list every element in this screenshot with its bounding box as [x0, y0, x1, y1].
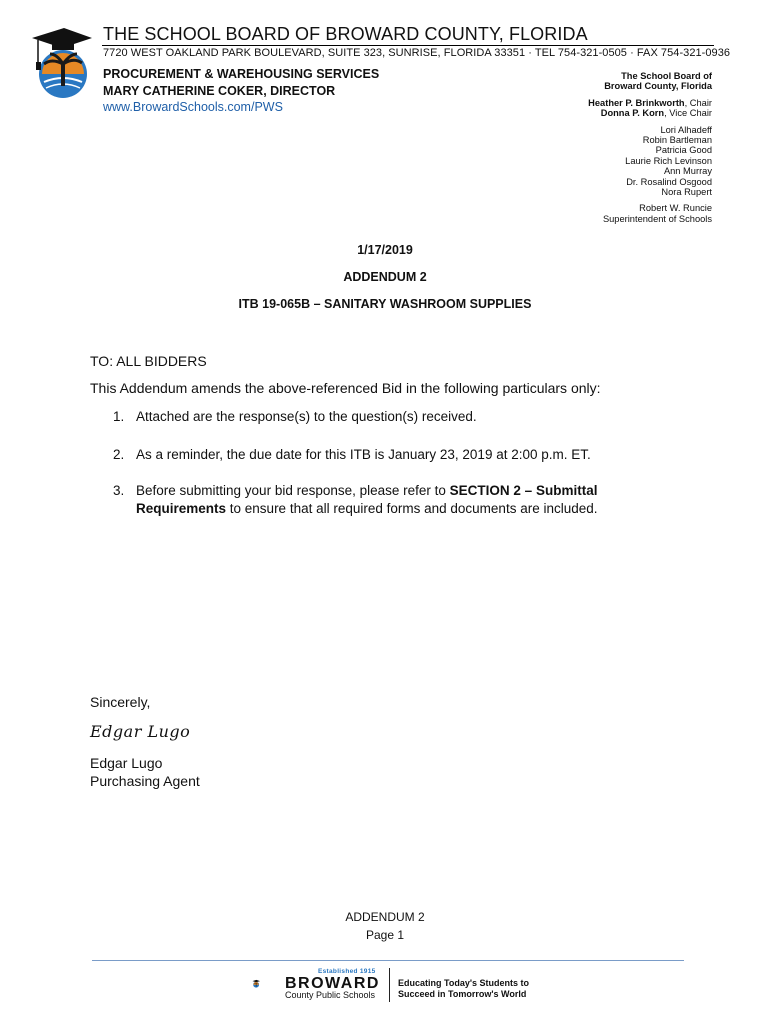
- list-item-number: 3.: [113, 483, 125, 498]
- board-member: Robin Bartleman: [642, 135, 712, 146]
- footer-divider: [92, 960, 684, 961]
- director-name: MARY CATHERINE COKER, DIRECTOR: [103, 84, 336, 98]
- page-number: Page 1: [365, 928, 405, 942]
- vice-chair-name: Donna P. Korn: [600, 108, 665, 119]
- superintendent-name: Robert W. Runcie: [639, 203, 712, 214]
- board-member: Dr. Rosalind Osgood: [626, 176, 712, 187]
- school-board-logo: [30, 24, 92, 104]
- board-members-list: [588, 71, 712, 224]
- tagline-line2: Succeed in Tomorrow's World: [398, 989, 527, 999]
- board-member: Nora Rupert: [661, 187, 712, 198]
- department-block: [103, 66, 379, 100]
- handwritten-signature: Edgar Lugo: [90, 722, 191, 741]
- list-item-text: [136, 482, 681, 518]
- closing: Sincerely,: [90, 694, 151, 710]
- footer-addendum: ADDENDUM 2: [345, 910, 425, 924]
- board-heading-line2: Broward County, Florida: [604, 81, 712, 92]
- board-heading-line1: The School Board of: [621, 71, 712, 81]
- list-item-text: Attached are the response(s) to the question(s) received.: [136, 409, 477, 424]
- document-date: 1/17/2019: [357, 243, 413, 257]
- chair-name: Heather P. Brinkworth: [588, 97, 685, 108]
- board-vice-chair: [588, 108, 712, 118]
- signer-block: [90, 754, 200, 790]
- page-footer: [0, 908, 770, 944]
- broward-schools-logo-icon: [252, 966, 286, 1002]
- department-website-link[interactable]: www.BrowardSchools.com/PWS: [103, 100, 283, 114]
- list-item-number: 2.: [113, 447, 125, 462]
- header-address: 7720 WEST OAKLAND PARK BOULEVARD, SUITE 323, SUNRISE, FLORIDA 33351 · TEL 754-321-0505 · FAX 754-321-0936: [103, 47, 731, 59]
- list-item-number: 1.: [113, 409, 125, 424]
- intro-paragraph: This Addendum amends the above-referenced Bid in the following particulars only:: [90, 380, 601, 396]
- department-name: PROCUREMENT & WAREHOUSING SERVICES: [103, 67, 380, 81]
- section-reference: SECTION 2 – Submittal Requirements: [136, 483, 598, 516]
- list-item-text-before: Before submitting your bid response, please refer to: [136, 483, 450, 498]
- board-member: Patricia Good: [655, 145, 712, 156]
- established-label: Established 1915: [318, 968, 376, 975]
- addendum-number: ADDENDUM 2: [343, 270, 427, 284]
- board-member: Lori Alhadeff: [660, 124, 712, 135]
- chair-title: , Chair: [684, 97, 712, 108]
- signer-title: Purchasing Agent: [90, 773, 200, 789]
- footer-logo-divider: [389, 968, 390, 1002]
- signer-name: Edgar Lugo: [90, 755, 163, 771]
- vice-chair-title: , Vice Chair: [664, 108, 712, 119]
- tagline: [398, 978, 529, 1000]
- superintendent-title: Superintendent of Schools: [602, 213, 712, 224]
- list-item-text-after: to ensure that all required forms and documents are included.: [226, 501, 598, 516]
- brand-name: BROWARD: [285, 975, 380, 992]
- header-divider: [102, 45, 714, 46]
- recipient-line: TO: ALL BIDDERS: [90, 353, 207, 369]
- itb-title: ITB 19-065B – SANITARY WASHROOM SUPPLIES: [238, 297, 532, 311]
- brand-subtitle: County Public Schools: [285, 990, 376, 1000]
- board-member: Ann Murray: [663, 166, 712, 177]
- header-title: THE SCHOOL BOARD OF BROWARD COUNTY, FLORIDA: [103, 24, 588, 44]
- tagline-line1: Educating Today's Students to: [398, 978, 529, 988]
- list-item-text: As a reminder, the due date for this ITB is January 23, 2019 at 2:00 p.m. ET.: [136, 447, 591, 462]
- board-chair: [588, 98, 712, 108]
- board-member: Laurie Rich Levinson: [625, 155, 712, 166]
